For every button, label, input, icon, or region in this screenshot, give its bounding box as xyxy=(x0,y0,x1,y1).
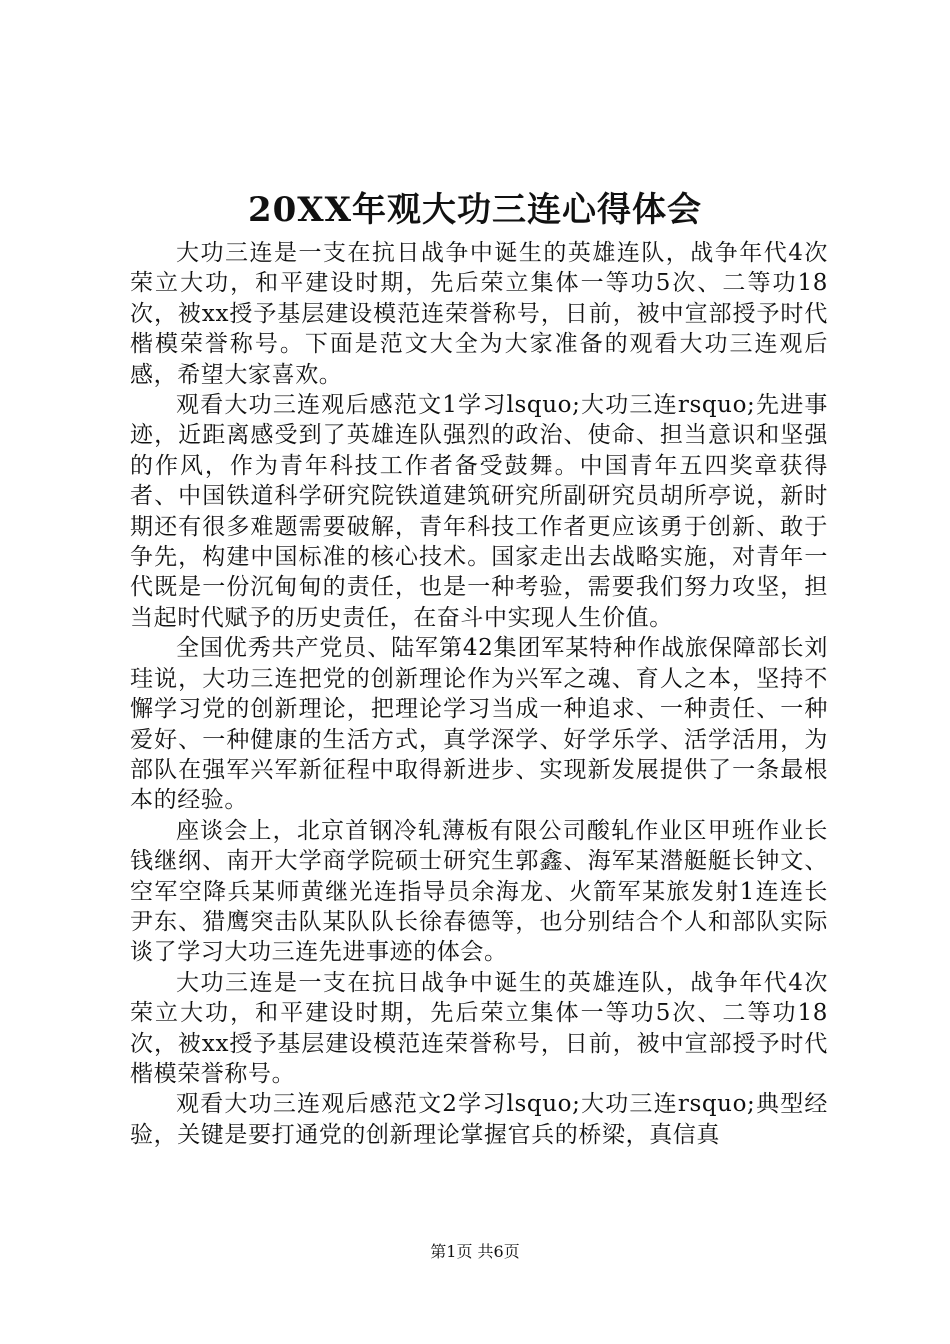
paragraph: 座谈会上，北京首钢冷轧薄板有限公司酸轧作业区甲班作业长钱继纲、南开大学商学院硕士研究生郭鑫、海军某潜艇艇长钟文、空军空降兵某师黄继光连指导员余海龙、火箭军某旅发射1连连长尹东、猎鹰突击队某队队长徐春德等，也分别结合个人和部队实际谈了学习大功三连先进事迹的体会。 xyxy=(130,817,828,966)
paragraph: 观看大功三连观后感范文2学习lsquo;大功三连rsquo;典型经验，关键是要打通党的创新理论掌握官兵的桥梁，真信真 xyxy=(130,1091,828,1148)
paragraph: 大功三连是一支在抗日战争中诞生的英雄连队，战争年代4次荣立大功，和平建设时期，先后荣立集体一等功5次、二等功18次，被xx授予基层建设模范连荣誉称号，日前，被中宣部授予时代楷模荣誉称号。下面是范文大全为大家准备的观看大功三连观后感，希望大家喜欢。 xyxy=(130,240,828,388)
document-title: 20XX年观大功三连心得体会 xyxy=(247,190,703,230)
paragraph: 观看大功三连观后感范文1学习lsquo;大功三连rsquo;先进事迹，近距离感受到了英雄连队强烈的政治、使命、担当意识和坚强的作风，作为青年科技工作者备受鼓舞。中国青年五四奖章获得者、中国铁道科学研究院铁道建筑研究所副研究员胡所亭说，新时期还有很多难题需要破解，青年科技工作者更应该勇于创新、敢于争先，构建中国标准的核心技术。国家走出去战略实施，对青年一代既是一份沉甸甸的责任，也是一种考验，需要我们努力攻坚，担当起时代赋予的历史责任，在奋斗中实现人生价值。 xyxy=(130,392,828,631)
paragraph: 大功三连是一支在抗日战争中诞生的英雄连队，战争年代4次荣立大功，和平建设时期，先后荣立集体一等功5次、二等功18次，被xx授予基层建设模范连荣誉称号，日前，被中宣部授予时代楷模荣誉称号。 xyxy=(130,969,828,1087)
page-number-footer: 第1页 共6页 xyxy=(430,1242,520,1261)
document-body xyxy=(130,238,828,1150)
paragraph: 全国优秀共产党员、陆军第42集团军某特种作战旅保障部长刘珪说，大功三连把党的创新理论作为兴军之魂、育人之本，坚持不懈学习党的创新理论，把理论学习当成一种追求、一种责任、一种爱好、一种健康的生活方式，真学深学、好学乐学、活学活用，为部队在强军兴军新征程中取得新进步、实现新发展提供了一条最根本的经验。 xyxy=(130,635,828,814)
